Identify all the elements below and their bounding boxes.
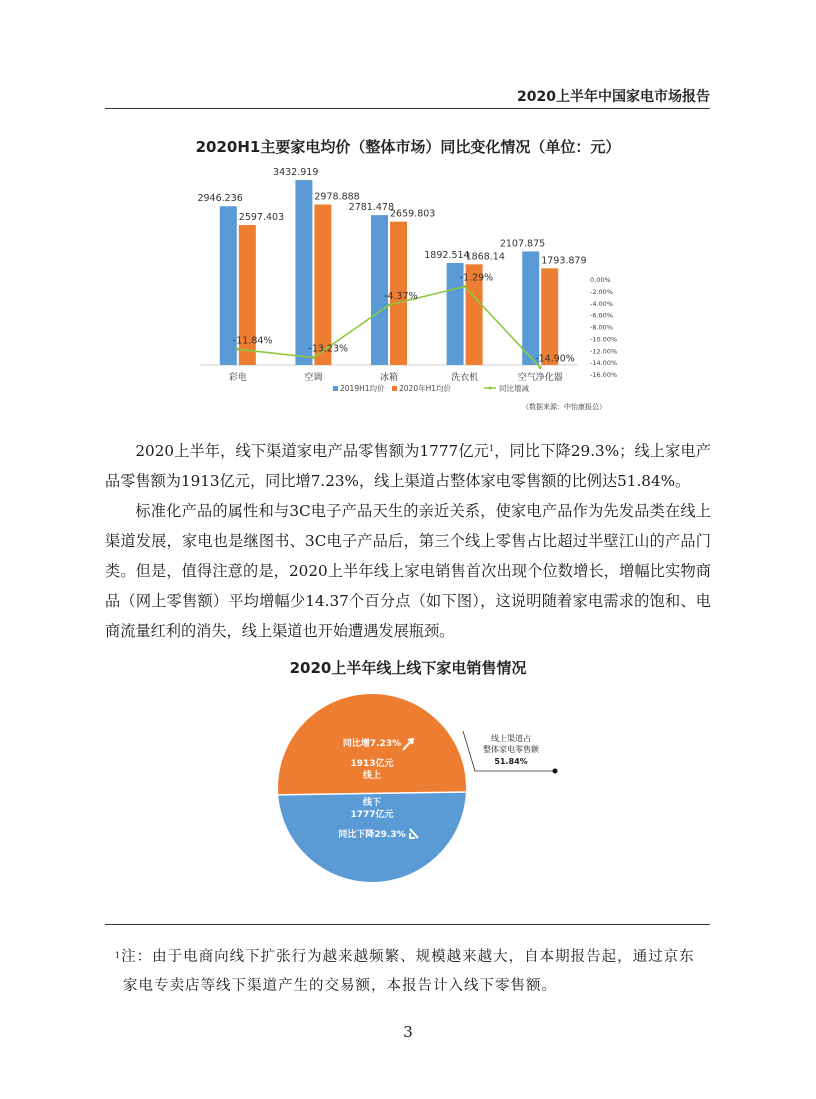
line-value-label: -4.37% (384, 290, 418, 302)
legend-label-2020: 2020年H1均价 (399, 384, 451, 393)
online-value-label: 1913亿元 (350, 759, 394, 769)
bar-value-label: 2107.875 (499, 238, 546, 250)
y2-tick-label: -16.00% (590, 371, 618, 379)
y2-tick-label: 0.00% (590, 276, 611, 284)
footnote (115, 943, 703, 1001)
footnote-divider (105, 924, 710, 925)
line-value-label: -13.23% (308, 343, 349, 355)
line-value-label: -11.84% (232, 335, 273, 347)
y2-tick-label: -12.00% (590, 347, 618, 356)
callout-line2: 整体家电零售额 (483, 745, 539, 754)
para1-text-b: ，同比下降29.3%；线上家电产品零售额为1913亿元，同比增7.23%，线上渠道占整体家电零售额的比例达51.84%。 (105, 442, 711, 490)
footnote-ref: 1 (488, 444, 495, 453)
category-tick-label: 冰箱 (379, 373, 399, 383)
para1-text-a: 2020上半年，线下渠道家电产品零售额为1777亿元 (135, 442, 489, 460)
category-tick-label: 彩电 (228, 373, 247, 383)
y2-tick-label: -8.00% (590, 323, 613, 332)
bar-value-label: 3432.919 (273, 167, 319, 179)
offline-growth-label: 同比下降29.3% (338, 830, 406, 840)
offline-name-label: 线下 (362, 798, 382, 808)
chart1-source: （数据来源：中怡康报总） (522, 403, 606, 411)
line-value-label: -1.29% (459, 272, 494, 284)
line-value-label: -14.90% (535, 353, 575, 365)
paragraph-2: 标准化产品的属性和与3C电子产品天生的亲近关系，使家电产品作为先发品类在线上渠道发展，家电也是继图书、3C电子产品后，第三个线上零售占比超过半壁江山的产品门类。但是，值得注意的是，2020上半年线上家电销售首次出现个位数增长，增幅比实物商品（网上零售额）平均增幅少14.37个百分点（如下图），这说明随着家电需求的饱和、电商流量红利的消失，线上渠道也开始遭遇发展瓶颈。 (105, 502, 711, 640)
category-tick-label: 空调 (304, 373, 323, 383)
category-tick-label: 空气净化器 (517, 373, 563, 383)
online-name-label: 线上 (362, 771, 382, 781)
offline-value-label: 1777亿元 (350, 810, 394, 820)
online-growth-label: 同比增7.23% (342, 739, 402, 749)
bar-value-label: 2946.236 (197, 193, 243, 205)
bar-value-label: 2781.478 (348, 202, 394, 214)
callout-dot (553, 769, 558, 774)
bar-value-label: 1892.514 (424, 250, 470, 262)
page-number: 3 (403, 1023, 413, 1041)
y2-tick-label: -14.00% (590, 359, 618, 368)
y2-tick-label: -10.00% (590, 335, 618, 344)
y2-tick-label: -2.00% (590, 287, 613, 296)
bar-value-label: 1868.14 (465, 251, 505, 263)
chart2-title: 2020上半年线上线下家电销售情况 (289, 659, 527, 677)
legend-label-2019: 2019H1均价 (340, 384, 385, 393)
callout-value: 51.84% (494, 757, 528, 766)
legend-label-yoy: 同比增减 (499, 384, 529, 393)
chart1-title: 2020H1主要家电均价（整体市场）同比变化情况（单位：元） (195, 138, 621, 156)
y2-tick-label: -6.00% (590, 311, 613, 320)
footnote-mark: 1 (115, 951, 122, 960)
category-tick-label: 洗衣机 (451, 373, 479, 383)
bar-value-label: 2978.888 (314, 191, 360, 203)
header-title: 2020上半年中国家电市场报告 (517, 89, 710, 105)
callout-line1: 线上渠道占 (491, 734, 531, 743)
bar-value-label: 1793.879 (541, 255, 587, 267)
bar-value-label: 2659.803 (390, 208, 436, 220)
bar-value-label: 2597.403 (238, 212, 285, 224)
footnote-text: 注：由于电商向线下扩张行为越来越频繁、规模越来越大，自本期报告起，通过京东家电专卖店等线下渠道产生的交易额，本报告计入线下零售额。 (121, 949, 695, 994)
y2-tick-label: -4.00% (590, 299, 613, 308)
